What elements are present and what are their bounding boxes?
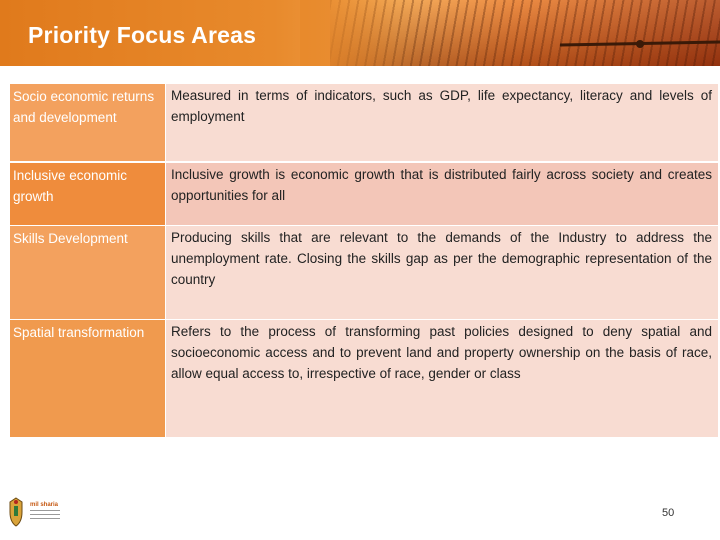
focus-areas-table bbox=[10, 84, 718, 436]
area-cell: Inclusive economic growth bbox=[10, 163, 165, 225]
crane-arm-icon bbox=[560, 38, 720, 52]
page-number: 50 bbox=[662, 507, 675, 519]
banner-fade bbox=[300, 0, 420, 66]
logo-subtext-lines bbox=[30, 510, 60, 522]
table-row bbox=[10, 162, 718, 225]
description-cell: Refers to the process of transforming past policies designed to deny spatial and socioeconomic access and to prevent land and property ownership on the basis of race, allow equal access to, irrespective of race, gender or class bbox=[166, 320, 718, 437]
header-banner bbox=[0, 0, 720, 66]
description-cell: Producing skills that are relevant to the demands of the Industry to address the unemployment rate. Closing the skills gap as per the demographic representation of the country bbox=[166, 226, 718, 319]
logo-text: mil sharia bbox=[30, 502, 59, 508]
page-title: Priority Focus Areas bbox=[28, 22, 257, 48]
area-cell: Socio economic returns and development bbox=[10, 84, 165, 161]
area-cell: Spatial transformation bbox=[10, 320, 165, 437]
coat-of-arms-icon bbox=[6, 496, 26, 530]
table-row bbox=[10, 319, 718, 437]
description-cell: Inclusive growth is economic growth that is distributed fairly across society and creates opportunities for all bbox=[166, 163, 718, 225]
table-row bbox=[10, 225, 718, 319]
description-cell: Measured in terms of indicators, such as GDP, life expectancy, literacy and levels of employment bbox=[166, 84, 718, 161]
table-row bbox=[10, 84, 718, 161]
coat-of-arms-logo bbox=[6, 496, 66, 536]
area-cell: Skills Development bbox=[10, 226, 165, 319]
